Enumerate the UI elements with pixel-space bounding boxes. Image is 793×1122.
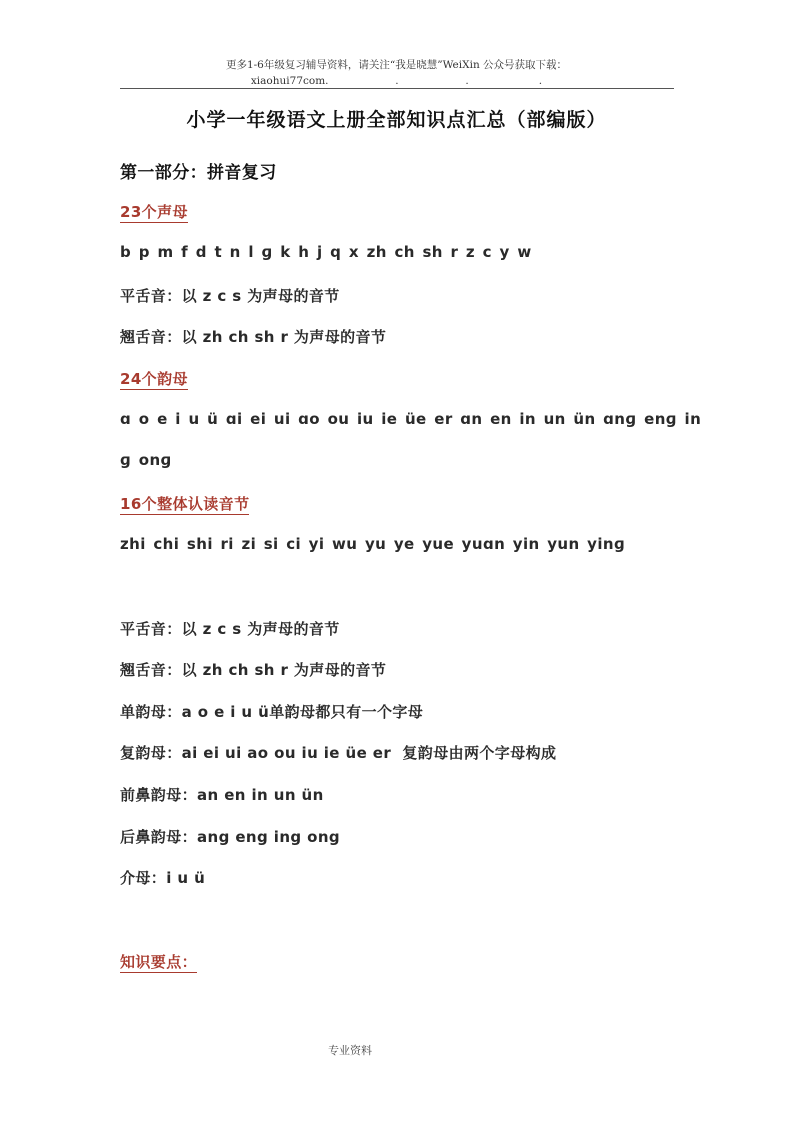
section-heading-zhengti — [120, 493, 249, 514]
section-heading-text: 知识要点： — [120, 953, 198, 971]
header-website-line[interactable]: xiaohui77com. . . . — [250, 75, 543, 87]
summary-pingshe: 平舌音：以 z c s 为声母的音节 — [120, 620, 340, 638]
section-heading-zhishi — [120, 951, 197, 972]
summary-qiaoshe: 翘舌音：以 zh ch sh r 为声母的音节 — [120, 661, 387, 679]
qiaoshe-rule: 翘舌音：以 zh ch sh r 为声母的音节 — [120, 328, 387, 346]
pingshe-rule: 平舌音：以 z c s 为声母的音节 — [120, 287, 340, 305]
shengmu-letters: b p m f d t n l ɡ k h j q x zh ch sh r z c y w — [120, 243, 532, 261]
summary-houbi-yunmu: 后鼻韵母：ang eng ing ong — [120, 828, 341, 846]
part-title: 第一部分：拼音复习 — [120, 163, 277, 183]
footer-note: 专业资料 — [328, 1044, 372, 1057]
section-heading-text: 16个整体认读音节 — [120, 495, 250, 513]
section-heading-yunmu — [120, 368, 188, 389]
section-heading-shengmu — [120, 201, 188, 222]
yunmu-letters-line2: ɡ onɡ — [120, 451, 172, 469]
summary-dan-yunmu: 单韵母：a o e i u ü单韵母都只有一个字母 — [120, 703, 424, 721]
header-promo-line: 更多1-6年级复习辅导资料，请关注“我是晓慧”WeiXin 公众号获取下载： — [225, 59, 568, 71]
summary-jiemu: 介母：i u ü — [120, 869, 206, 887]
section-heading-text: 24个韵母 — [120, 370, 188, 388]
header-divider — [120, 88, 674, 89]
section-heading-text: 23个声母 — [120, 203, 188, 221]
summary-qianbi-yunmu: 前鼻韵母：an en in un ün — [120, 786, 324, 804]
summary-fu-yunmu: 复韵母：ai ei ui ao ou iu ie üe er 复韵母由两个字母构成 — [120, 744, 557, 762]
yunmu-letters-line1: ɑ o e i u ü ɑi ei ui ɑo ou iu ie üe er ɑn en in un ün ɑnɡ enɡ in — [120, 410, 702, 428]
document-title: 小学一年级语文上册全部知识点汇总（部编版） — [186, 109, 607, 131]
zhengti-syllables: zhi chi shi ri zi si ci yi wu yu ye yue yuɑn yin yun yinɡ — [120, 535, 626, 553]
